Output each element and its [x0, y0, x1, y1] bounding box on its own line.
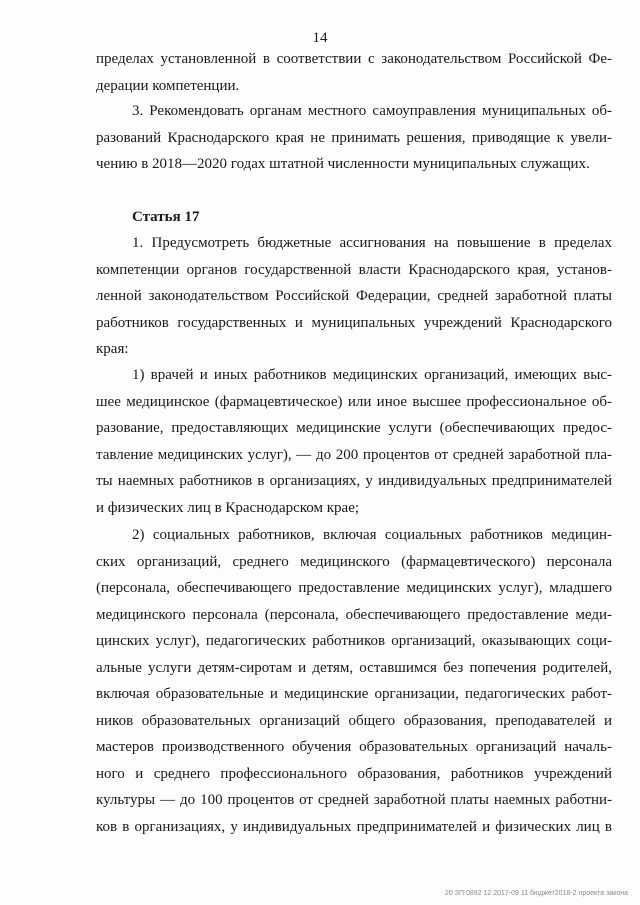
text-line: дерации компетенции. — [96, 77, 240, 94]
paragraph-item-3 — [96, 98, 612, 178]
text-line: 1. Предусмотреть бюджетные ассигнования на повышение в пределах — [132, 235, 612, 251]
text-line: шее медицинское (фармацевтическое) или иное высшее профессиональное об- — [96, 393, 612, 410]
text-line: (персонала, обеспечивающего предоставление медицинских услуг), младшего — [96, 580, 612, 596]
text-line: ного и среднего профессионального образования, работников учреждений — [96, 765, 612, 782]
text-line: 3. Рекомендовать органам местного самоуправления муниципальных об- — [132, 103, 612, 119]
paragraph-subitem-2 — [96, 522, 612, 840]
text-line: ленной законодательством Российской Федерации, средней заработной платы — [96, 288, 612, 304]
text-line: включая образовательные и медицинские организации, педагогических работ- — [96, 686, 612, 702]
text-line: ты наемных работников в организациях, у индивидуальных предпринимателей — [96, 473, 612, 489]
text-line: края: — [96, 341, 129, 357]
paragraph-continuation — [96, 46, 612, 99]
article-heading-block — [96, 204, 612, 231]
text-line: и физических лиц в Краснодарском крае; — [96, 499, 360, 516]
text-line: культуры — до 100 процентов от средней заработной платы наемных работни- — [96, 792, 612, 808]
text-line: ков в организациях, у индивидуальных предпринимателей и физических лиц в — [96, 818, 612, 835]
text-line: разований Краснодарского края не принимать решения, приводящие к увели- — [96, 129, 612, 146]
text-line: мастеров производственного обучения образовательных организаций началь- — [96, 739, 612, 755]
text-line: ских организаций, среднего медицинского (фармацевтического) персонала — [96, 553, 612, 570]
text-line: медицинского персонала (персонала, обеспечивающего предоставление меди- — [96, 606, 612, 623]
page-number: 14 — [312, 30, 328, 46]
paragraph-subitem-1 — [96, 362, 612, 521]
text-line: цинских услуг), педагогических работников организаций, оказывающих соци- — [96, 633, 612, 649]
text-line: компетенции органов государственной власти Краснодарского края, установ- — [96, 261, 612, 278]
text-line: чению в 2018—2020 годах штатной численности муниципальных служащих. — [96, 156, 590, 172]
paragraph-article-17-item-1 — [96, 230, 612, 363]
article-heading: Статья 17 — [132, 209, 200, 225]
text-line: тавление медицинских услуг), — до 200 процентов от средней заработной пла- — [96, 446, 612, 463]
text-line: ников образовательных организаций общего образования, преподавателей и — [96, 712, 612, 729]
text-line: разование, предоставляющих медицинские услуги (обеспечивающих предос- — [96, 420, 612, 436]
text-line: работников государственных и муниципальных учреждений Краснодарского — [96, 314, 612, 331]
text-line: пределах установленной в соответствии с законодательством Российской Фе- — [96, 51, 612, 67]
text-line: 2) социальных работников, включая социальных работников медицин- — [132, 527, 612, 543]
text-line: 1) врачей и иных работников медицинских организаций, имеющих выс- — [132, 367, 612, 383]
document-footer-code: 20 ЗП 0892 12 2017-09 11 бюджет2018-2 проекта закона — [445, 890, 628, 897]
text-line: альные услуги детям-сиротам и детям, оставшимся без попечения родителей, — [96, 659, 612, 676]
